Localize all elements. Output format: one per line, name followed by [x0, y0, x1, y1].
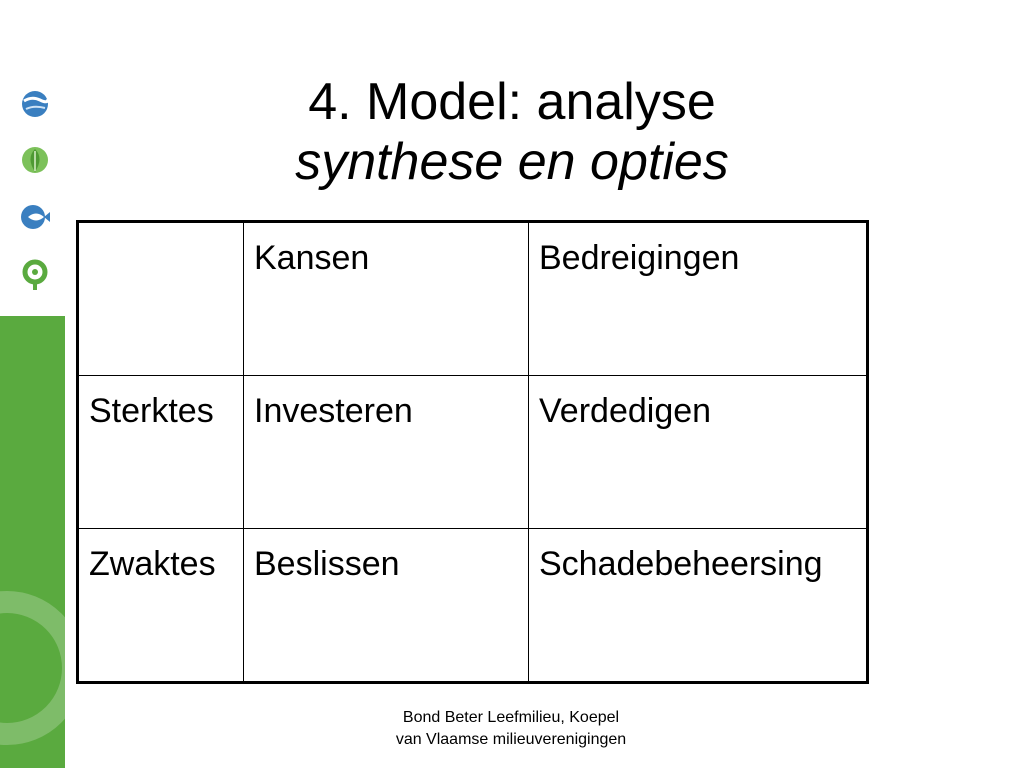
table-cell: Investeren	[244, 375, 529, 529]
table-header-cell: Bedreigingen	[529, 222, 868, 376]
table-row-label: Sterktes	[78, 375, 244, 529]
table-header-cell: Kansen	[244, 222, 529, 376]
side-decoration-bar	[0, 316, 65, 768]
fish-icon	[18, 200, 52, 234]
footer-line-2: van Vlaamse milieuverenigingen	[395, 731, 627, 748]
slide-title	[0, 72, 1024, 192]
table-cell: Beslissen	[244, 529, 529, 683]
footer-line-1: Bond Beter Leefmilieu, Koepel	[402, 709, 620, 726]
table-cell: Schadebeheersing	[529, 529, 868, 683]
title-line-1: 4. Model: analyse	[308, 73, 716, 131]
ring-decoration	[0, 591, 65, 745]
title-line-2: synthese en opties	[295, 133, 729, 191]
table-cell-corner	[78, 222, 244, 376]
location-pin-icon	[18, 258, 52, 292]
table-row-label: Zwaktes	[78, 529, 244, 683]
swot-table	[76, 220, 869, 684]
footer-organization	[340, 707, 682, 751]
table-header-row	[78, 222, 868, 376]
table-cell: Verdedigen	[529, 375, 868, 529]
table-row	[78, 529, 868, 683]
table-row	[78, 375, 868, 529]
